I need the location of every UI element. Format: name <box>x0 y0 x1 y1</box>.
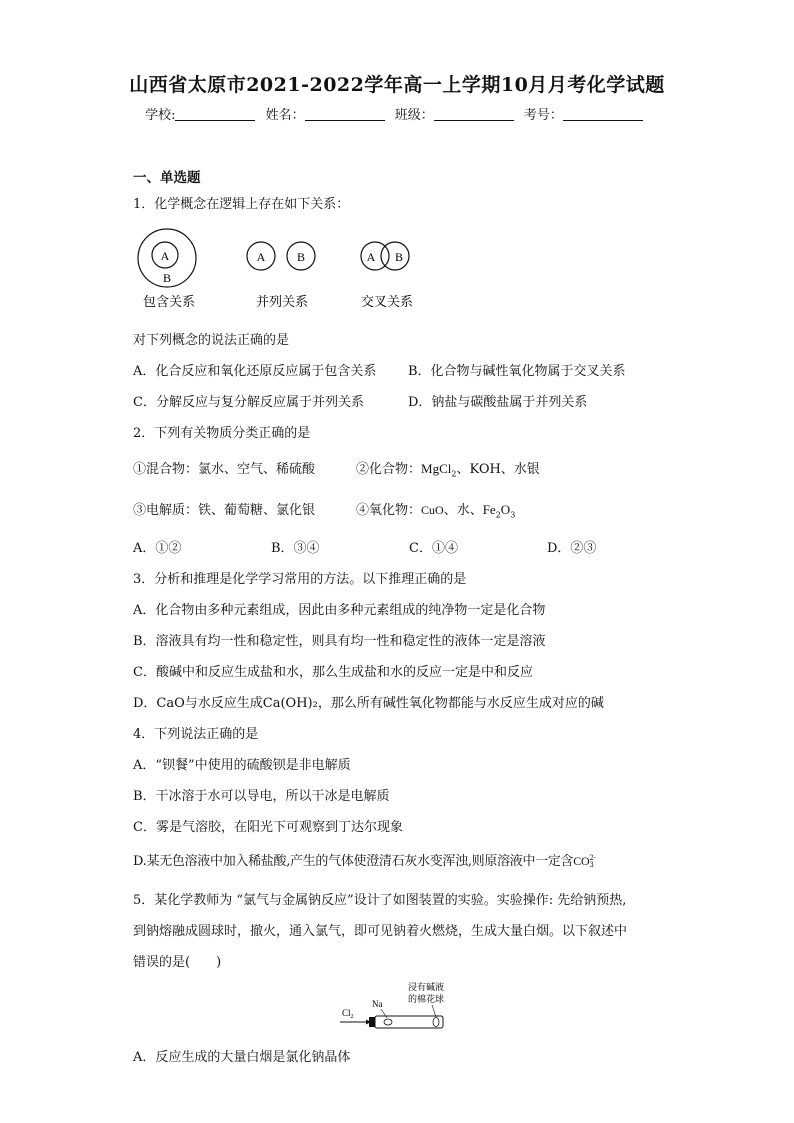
q4-stem: 4．下列说法正确的是 <box>133 727 259 742</box>
parallel-label-a: A <box>256 250 266 264</box>
q5-apparatus-figure <box>336 978 466 1036</box>
chlorine-label: $Cl_2$ <box>342 1008 354 1020</box>
q5-stem-line3: 错误的是( ) <box>133 955 222 970</box>
q3-option-c[interactable]: C．酸碱中和反应生成盐和水，那么生成盐和水的反应一定是中和反应 <box>133 665 533 680</box>
cross-label-b: B <box>394 250 404 264</box>
q2-option-a[interactable]: A．①② <box>133 541 182 556</box>
q1-relation-diagram <box>125 222 435 314</box>
number-blank[interactable] <box>563 107 643 121</box>
q2-item-4: ④氧化物：CuO、水、$Fe_2O_3$ <box>356 502 516 520</box>
sodium-ball <box>384 1019 392 1025</box>
q2-option-b[interactable]: B．③④ <box>271 541 320 556</box>
q2-item-1: ①混合物：氯水、空气、稀硫酸 <box>133 462 316 477</box>
sodium-pointer <box>381 1009 387 1018</box>
q2-item-3: ③电解质：铁、葡萄糖、氯化银 <box>133 503 316 518</box>
q5-stem-line1: 5．某化学教师为 “氯气与金属钠反应”设计了如图装置的实验。实验操作: 先给钠预热, <box>133 893 627 908</box>
q3-stem: 3．分析和推理是化学学习常用的方法。以下推理正确的是 <box>133 572 467 587</box>
cross-label-a: A <box>366 250 376 264</box>
cross-caption: 交叉关系 <box>360 294 414 309</box>
rubber-stopper <box>369 1017 375 1027</box>
q3-option-b[interactable]: B．溶液具有均一性和稳定性，则具有均一性和稳定性的液体一定是溶液 <box>133 634 546 649</box>
q5-stem-line2: 到钠熔融成圆球时，撤火，通入氯气，即可见钠着火燃烧，生成大量白烟。以下叙述中 <box>133 924 628 939</box>
q2-option-d[interactable]: D．②③ <box>547 541 597 556</box>
q3-option-a[interactable]: A．化合物由多种元素组成，因此由多种元素组成的纯净物一定是化合物 <box>133 603 546 618</box>
q5-option-a[interactable]: A．反应生成的大量白烟是氯化钠晶体 <box>133 1050 351 1065</box>
q1-option-b[interactable]: B．化合物与碱性氧化物属于交叉关系 <box>408 364 626 379</box>
sodium-label: Na <box>372 999 383 1009</box>
section-heading: 一、单选题 <box>133 170 201 186</box>
q3-option-d[interactable]: D．CaO与水反应生成Ca(OH)₂，那么所有碱性氧化物都能与水反应生成对应的碱 <box>133 696 604 711</box>
class-label: 班级： <box>394 108 434 123</box>
school-label: 学校: <box>145 108 176 123</box>
name-label: 姓名： <box>265 108 305 123</box>
q2-option-c[interactable]: C．①④ <box>409 541 458 556</box>
q2-stem: 2．下列有关物质分类正确的是 <box>133 426 311 441</box>
q1-option-d[interactable]: D．钠盐与碳酸盐属于并列关系 <box>408 395 588 410</box>
student-info-line <box>0 104 794 123</box>
q4-option-c[interactable]: C．雾是气溶胶，在阳光下可观察到丁达尔现象 <box>133 820 403 835</box>
number-label: 考号： <box>523 108 563 123</box>
class-blank[interactable] <box>434 107 514 121</box>
cotton-label-2: 的棉花球 <box>408 994 445 1004</box>
name-blank[interactable] <box>305 107 385 121</box>
contain-label-a: A <box>160 249 170 263</box>
cotton-ball <box>433 1018 439 1027</box>
cotton-pointer <box>432 1005 436 1017</box>
contain-label-b: B <box>162 271 172 285</box>
q2-item-2: ②化合物：MgCl$_2$、KOH、水银 <box>356 461 540 479</box>
q1-stem: 1．化学概念在逻辑上存在如下关系： <box>133 197 350 212</box>
q4-option-d[interactable]: D.某无色溶液中加入稀盐酸,产生的气体使澄清石灰水变浑浊,则原溶液中一定含CO 2- 3 <box>133 854 596 869</box>
q4-option-b[interactable]: B．干冰溶于水可以导电，所以干冰是电解质 <box>133 789 390 804</box>
q4-option-a[interactable]: A．“钡餐”中使用的硫酸钡是非电解质 <box>133 758 351 773</box>
q1-option-a[interactable]: A．化合反应和氧化还原反应属于包含关系 <box>133 364 377 379</box>
cotton-label-1: 浸有碱液 <box>408 982 445 992</box>
school-blank[interactable] <box>175 107 255 121</box>
parallel-label-b: B <box>296 250 306 264</box>
page-title: 山西省太原市2021-2022学年高一上学期10月月考化学试题 <box>129 74 665 96</box>
parallel-caption: 并列关系 <box>255 294 309 309</box>
q1-question: 对下列概念的说法正确的是 <box>133 333 290 348</box>
contain-caption: 包含关系 <box>142 294 196 309</box>
q1-option-c[interactable]: C．分解反应与复分解反应属于并列关系 <box>133 395 364 410</box>
